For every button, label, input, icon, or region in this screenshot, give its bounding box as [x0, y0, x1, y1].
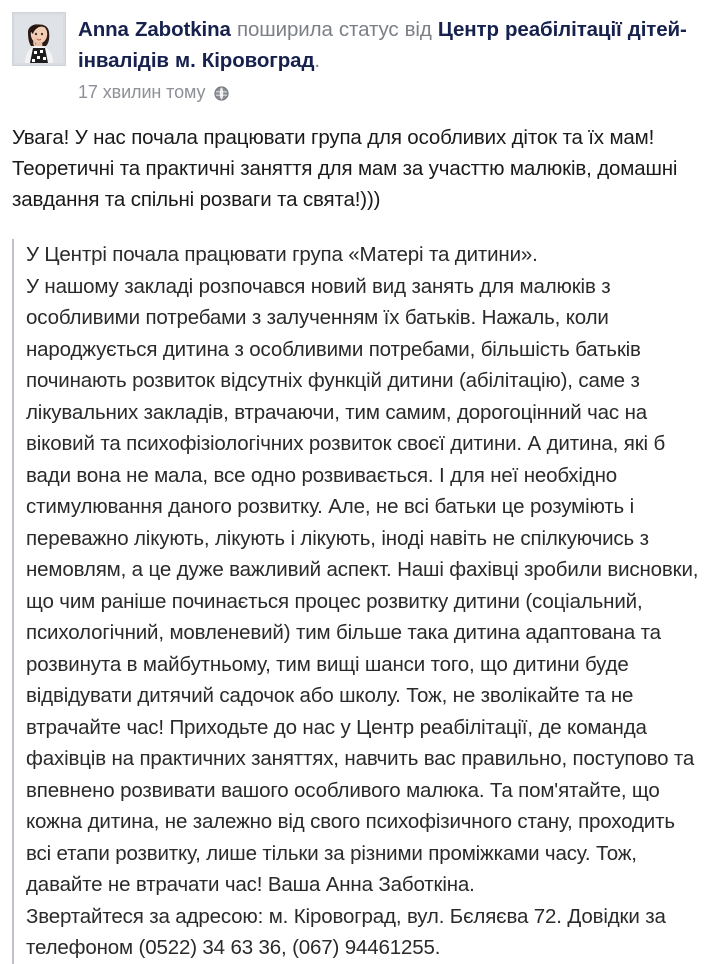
post-header: [0, 0, 718, 104]
shared-page-link[interactable]: Центр реабілітації дітей-інвалідів м. Кіровоград: [78, 18, 687, 72]
actor-name-link[interactable]: Anna Zabotkina: [78, 18, 231, 41]
avatar[interactable]: [12, 12, 66, 66]
quoted-story: [12, 239, 718, 964]
avatar-image: [15, 15, 63, 63]
attribution-line: [78, 14, 710, 76]
header-text: [78, 12, 710, 104]
globe-icon[interactable]: [214, 86, 229, 101]
attribution-period: .: [314, 49, 320, 72]
share-caption: Увага! У нас почала працювати група для особливих діток та їх мам! Теоретичні та практичні заняття для мам за участтю малюків, домашні завдання та спільні розваги та свята!))): [12, 126, 678, 211]
quoted-paragraph: У Центрі почала працювати група «Матері та дитини».: [26, 243, 538, 266]
quoted-paragraph: Звертайтеся за адресою: м. Кіровоград, вул. Бєляєва 72. Довідки за телефоном (0522) 34 63 36, (067) 94461255.: [26, 904, 666, 959]
attribution-action-text: поширила статус від: [230, 18, 438, 41]
post-meta: [78, 80, 710, 104]
timestamp-link[interactable]: 17 хвилин тому: [78, 82, 206, 102]
quoted-paragraph: У нашому закладі розпочався новий вид занять для малюків з особливими потребами з залученням їх батьків. Нажаль, коли народжується дитина з особливими потребами, більшість батьків починають розвиток відсутніх функцій дитини (абілітацію), саме з лікувальних закладів, втрачаючи, тим самим, дорогоцінний час на віковий та психофізіологічних розвиток своєї дитини. А дитина, які б вади вона не мала, все одно розвивається. І для неї необхідно стимулювання даного розвитку. Але, не всі батьки це розуміють і переважно лікують, лікують і лікують, іноді навіть не спілкуючись з немовлям, а це дуже важливий аспект. Наші фахівці зробили висновки, що чим раніше починається процес розвитку дитини (соціальний, психологічний, мовленевий) тим більше така дитина адаптована та розвинута в майбутньому, тим вищі шанси того, що дитини буде відвідувати дитячий садочок або школу. Тож, не зволікайте та не втрачайте час! Приходьте до нас у Центр реабілітації, де команда фахівців на практичних заняттях, навчить вас правильно, поступово та впевнено розвивати вашого особливого малюка. Та пом'ятайте, що кожна дитина, не залежно від свого психофізичного стану, проходить всі етапи розвитку, лише тільки за різними проміжками часу. Тож, давайте не втрачати час! Ваша Анна Заботкіна.: [26, 274, 699, 896]
